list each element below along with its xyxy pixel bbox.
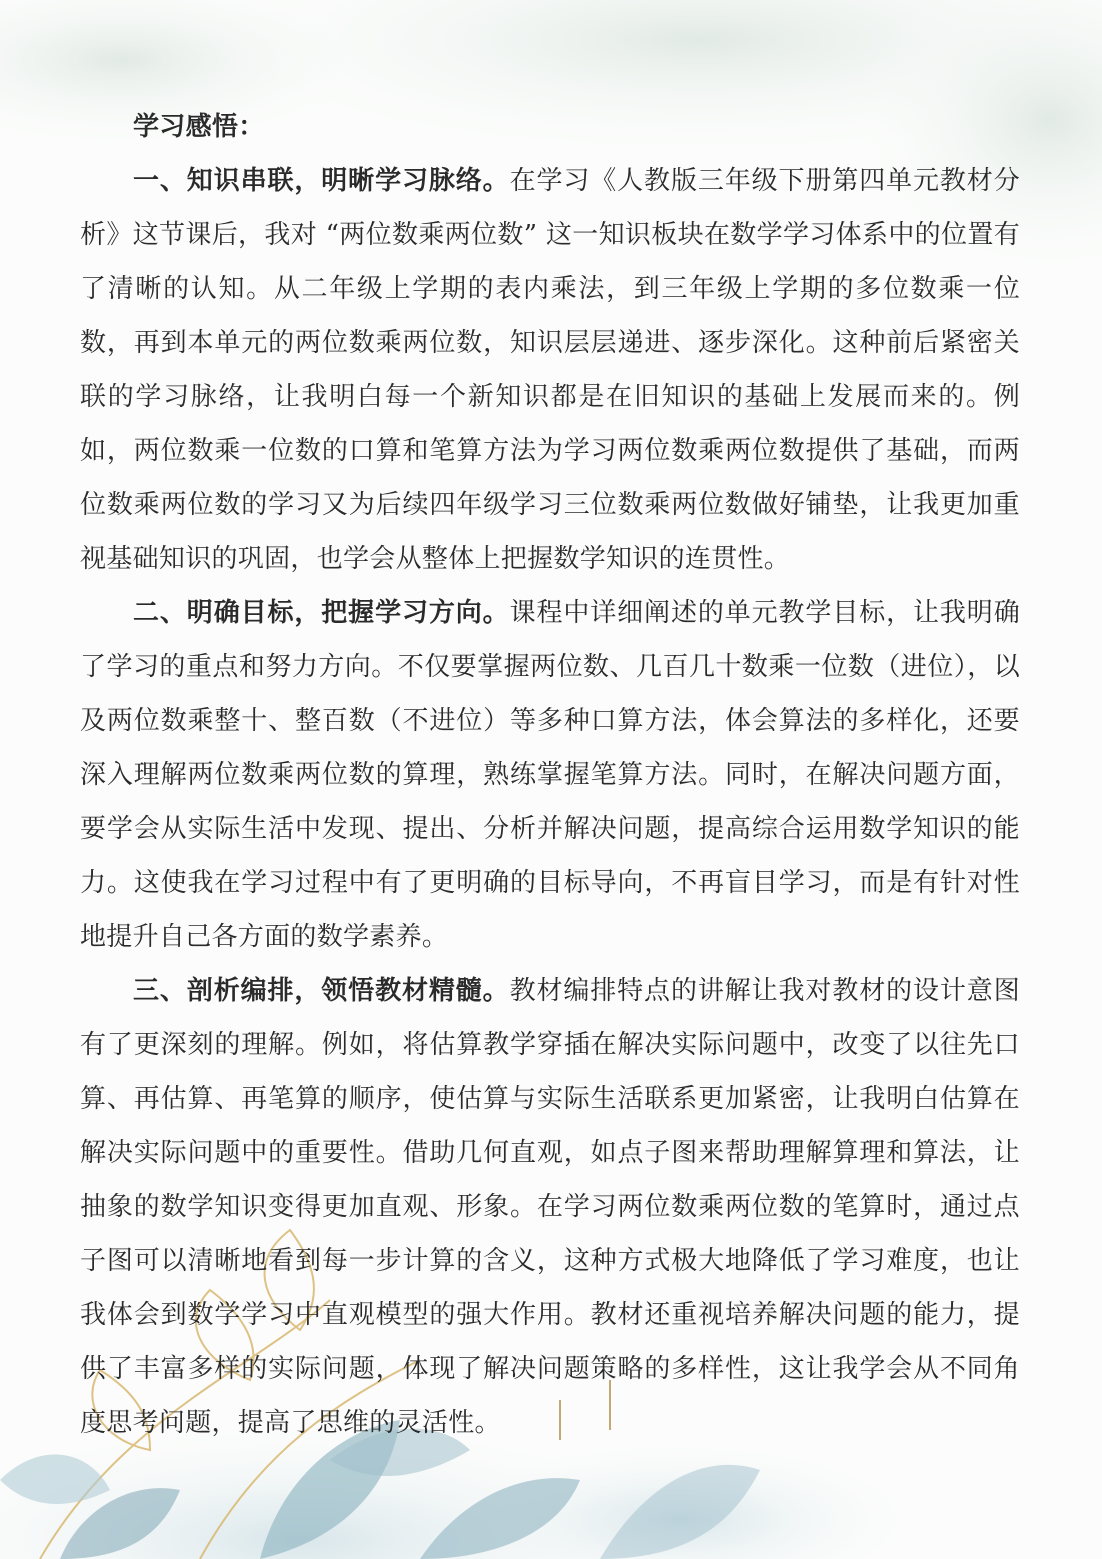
paragraph-body: 课程中详细阐述的单元教学目标，让我明确了学习的重点和努力方向。不仅要掌握两位数、几百几十数乘一位数（进位），以及两位数乘整十、整百数（不进位）等多种口算方法，体会算法的多样化，还要深入理解两位数乘两位数的算理，熟练掌握笔算方法。同时，在解决问题方面，要学会从实际生活中发现、提出、分析并解决问题，提高综合运用数学知识的能力。这使我在学习过程中有了更明确的目标导向，不再盲目学习，而是有针对性地提升自己各方面的数学素养。 [80, 598, 1021, 952]
document-body [80, 100, 1020, 1450]
paragraph-lead: 一、知识串联，明晰学习脉络。 [133, 166, 510, 196]
paragraph-lead: 三、剖析编排，领悟教材精髓。 [133, 976, 510, 1006]
section-heading: 学习感悟： [133, 112, 265, 142]
paragraph-body: 在学习《人教版三年级下册第四单元教材分析》这节课后，我对 “两位数乘两位数” 这一知识板块在数学学习体系中的位置有了清晰的认知。从二年级上学期的表内乘法，到三年级上学期的多位数乘一位数，再到本单元的两位数乘两位数，知识层层递进、逐步深化。这种前后紧密关联的学习脉络，让我明白每一个新知识都是在旧知识的基础上发展而来的。例如，两位数乘一位数的口算和笔算方法为学习两位数乘两位数提供了基础，而两位数乘两位数的学习又为后续四年级学习三位数乘两位数做好铺垫，让我更加重视基础知识的巩固，也学会从整体上把握数学知识的连贯性。 [80, 166, 1021, 574]
paragraph-lead: 二、明确目标，把握学习方向。 [133, 598, 510, 628]
paragraph-knowledge-link [80, 154, 1020, 586]
paragraph-body: 教材编排特点的讲解让我对教材的设计意图有了更深刻的理解。例如，将估算教学穿插在解决实际问题中，改变了以往先口算、再估算、再笔算的顺序，使估算与实际生活联系更加紧密，让我明白估算在解决实际问题中的重要性。借助几何直观，如点子图来帮助理解算理和算法，让抽象的数学知识变得更加直观、形象。在学习两位数乘两位数的笔算时，通过点子图可以清晰地看到每一步计算的含义，这种方式极大地降低了学习难度，也让我体会到数学学习中直观模型的强大作用。教材还重视培养解决问题的能力，提供了丰富多样的实际问题，体现了解决问题策略的多样性，这让我学会从不同角度思考问题，提高了思维的灵活性。 [80, 976, 1021, 1438]
paragraph-learning-goals [80, 586, 1020, 964]
paragraph-textbook-analysis [80, 964, 1020, 1450]
